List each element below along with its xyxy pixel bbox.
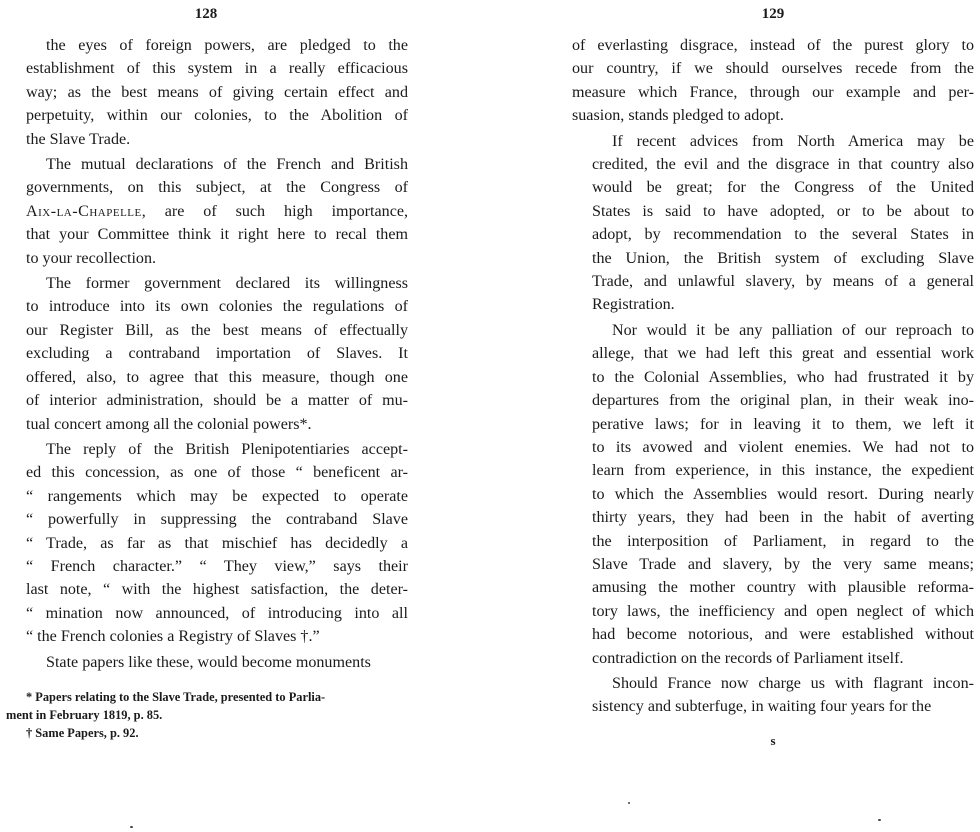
text-line: to which the Assemblies would resort. During nearly <box>592 485 974 503</box>
text-line: contradiction on the records of Parliament itself. <box>592 649 904 667</box>
text-line: our Register Bill, as the best means of effectually <box>26 321 408 339</box>
text-line: way; as the best means of giving certain effect and <box>26 83 408 101</box>
left-page-footnotes <box>6 688 408 742</box>
text-line: to the Colonial Assemblies, who had frustrated it by <box>592 368 974 386</box>
text-line: adopt, by recommendation to the several States in <box>592 226 974 244</box>
text-line: Slave Trade and slavery, by the very same means; <box>592 555 974 573</box>
place-name: Aix-la-Chapelle <box>26 202 142 220</box>
ink-speck <box>130 826 133 828</box>
text-line: allege, that we had left this great and essential work <box>592 345 974 363</box>
footnote-line: † Same Papers, p. 92. <box>26 725 139 740</box>
footnote <box>6 688 408 724</box>
right-page-number: 129 <box>761 6 785 22</box>
text-line: ed this concession, as one of those “ beneficent ar- <box>26 464 408 482</box>
text-line: Trade, and unlawful slavery, by means of a general <box>592 273 974 291</box>
text-line: departures from the original plan, in their weak ino- <box>592 392 974 410</box>
text-line: perpetuity, within our colonies, to the Abolition of <box>26 107 408 125</box>
text-line: offered, also, to agree that this measure, though one <box>26 368 408 386</box>
text-line: The reply of the British Plenipotentiaries accept- <box>46 440 408 458</box>
text-line: suasion, stands pledged to adopt. <box>572 107 784 125</box>
text-line: governments, on this subject, at the Congress of <box>26 179 408 197</box>
text-line: measure which France, through our example and per- <box>572 83 974 101</box>
text-line: “ mination now announced, of introducing into all <box>26 604 408 622</box>
paragraph <box>6 438 408 649</box>
ink-speck <box>878 819 881 821</box>
text-line: learn from experience, in this instance, the expedient <box>592 462 974 480</box>
paragraph <box>6 34 408 151</box>
text-line: establishment of this system in a really efficacious <box>26 60 408 78</box>
footnote <box>6 724 408 742</box>
paragraph <box>6 272 408 436</box>
right-page-body <box>572 34 974 719</box>
footnote-line: * Papers relating to the Slave Trade, presented to Parlia- <box>26 689 326 704</box>
paragraph <box>572 34 974 128</box>
text-line: “ French character.” “ They view,” says their <box>26 557 408 575</box>
text-line: the Union, the British system of excluding Slave <box>592 249 974 267</box>
text-line: credited, the evil and the disgrace in that country also <box>592 156 974 174</box>
text-line: Aix-la-Chapelle, are of such high importance, <box>26 202 408 220</box>
text-line: of interior administration, should be a matter of mu- <box>26 392 408 410</box>
paragraph <box>572 672 974 719</box>
text-line: of everlasting disgrace, instead of the purest glory to <box>572 37 974 54</box>
text-line: our country, if we should ourselves recede from the <box>572 60 974 78</box>
text-line: The former government declared its willingness <box>46 275 408 293</box>
text-line: tual concert among all the colonial powers*. <box>26 415 312 433</box>
text-line: Registration. <box>592 296 675 314</box>
text-line: Should France now charge us with flagrant incon- <box>612 674 974 692</box>
text-line: would be great; for the Congress of the United <box>592 179 974 197</box>
text-line: States is said to have adopted, or to be about to <box>592 202 974 220</box>
ink-speck <box>628 802 630 804</box>
footnote-line: ment in February 1819, p. 85. <box>6 707 163 722</box>
paragraph <box>6 153 408 270</box>
text-line: excluding a contraband importation of Slaves. It <box>26 345 408 363</box>
text-line: The mutual declarations of the French and British <box>46 156 408 174</box>
text-line: the eyes of foreign powers, are pledged to the <box>46 37 408 54</box>
signature-mark: s <box>770 732 776 748</box>
text-line: perative laws; for in leaving it to them, we left it <box>592 415 974 433</box>
text-line: the Slave Trade. <box>26 130 131 148</box>
paragraph <box>572 319 974 670</box>
right-page <box>490 0 980 832</box>
text-line: had become notorious, and were established without <box>592 626 974 644</box>
text-line: tory laws, the inefficiency and open neglect of which <box>592 602 974 620</box>
paragraph <box>572 130 974 317</box>
text-line: “ powerfully in suppressing the contraband Slave <box>26 511 408 529</box>
text-line: to introduce into its own colonies the regulations of <box>26 298 408 316</box>
text-line: last note, “ with the highest satisfaction, the deter- <box>26 581 408 599</box>
text-line: “ Trade, as far as that mischief has decidedly a <box>26 534 408 552</box>
left-page-number: 128 <box>194 6 218 22</box>
text-line: Nor would it be any palliation of our reproach to <box>612 321 974 339</box>
text-line: the interposition of Parliament, in regard to the <box>592 532 974 550</box>
left-page-body <box>6 34 408 674</box>
text-line: thirty years, they had been in the habit of averting <box>592 509 974 527</box>
text-line: amusing the mother country with plausible reforma- <box>592 579 974 597</box>
text-line: “ the French colonies a Registry of Slaves †.” <box>26 628 320 646</box>
paragraph <box>6 651 408 674</box>
text-line: “ rangements which may be expected to operate <box>26 487 408 505</box>
text-line: that your Committee think it right here to recal them <box>26 226 408 244</box>
text-line: to its avowed and violent enemies. We had not to <box>592 438 974 456</box>
text-line: sistency and subterfuge, in waiting four years for the <box>592 698 932 716</box>
text-line: State papers like these, would become monuments <box>46 653 371 671</box>
text-line: to your recollection. <box>26 249 157 267</box>
text-line: If recent advices from North America may be <box>612 132 974 150</box>
